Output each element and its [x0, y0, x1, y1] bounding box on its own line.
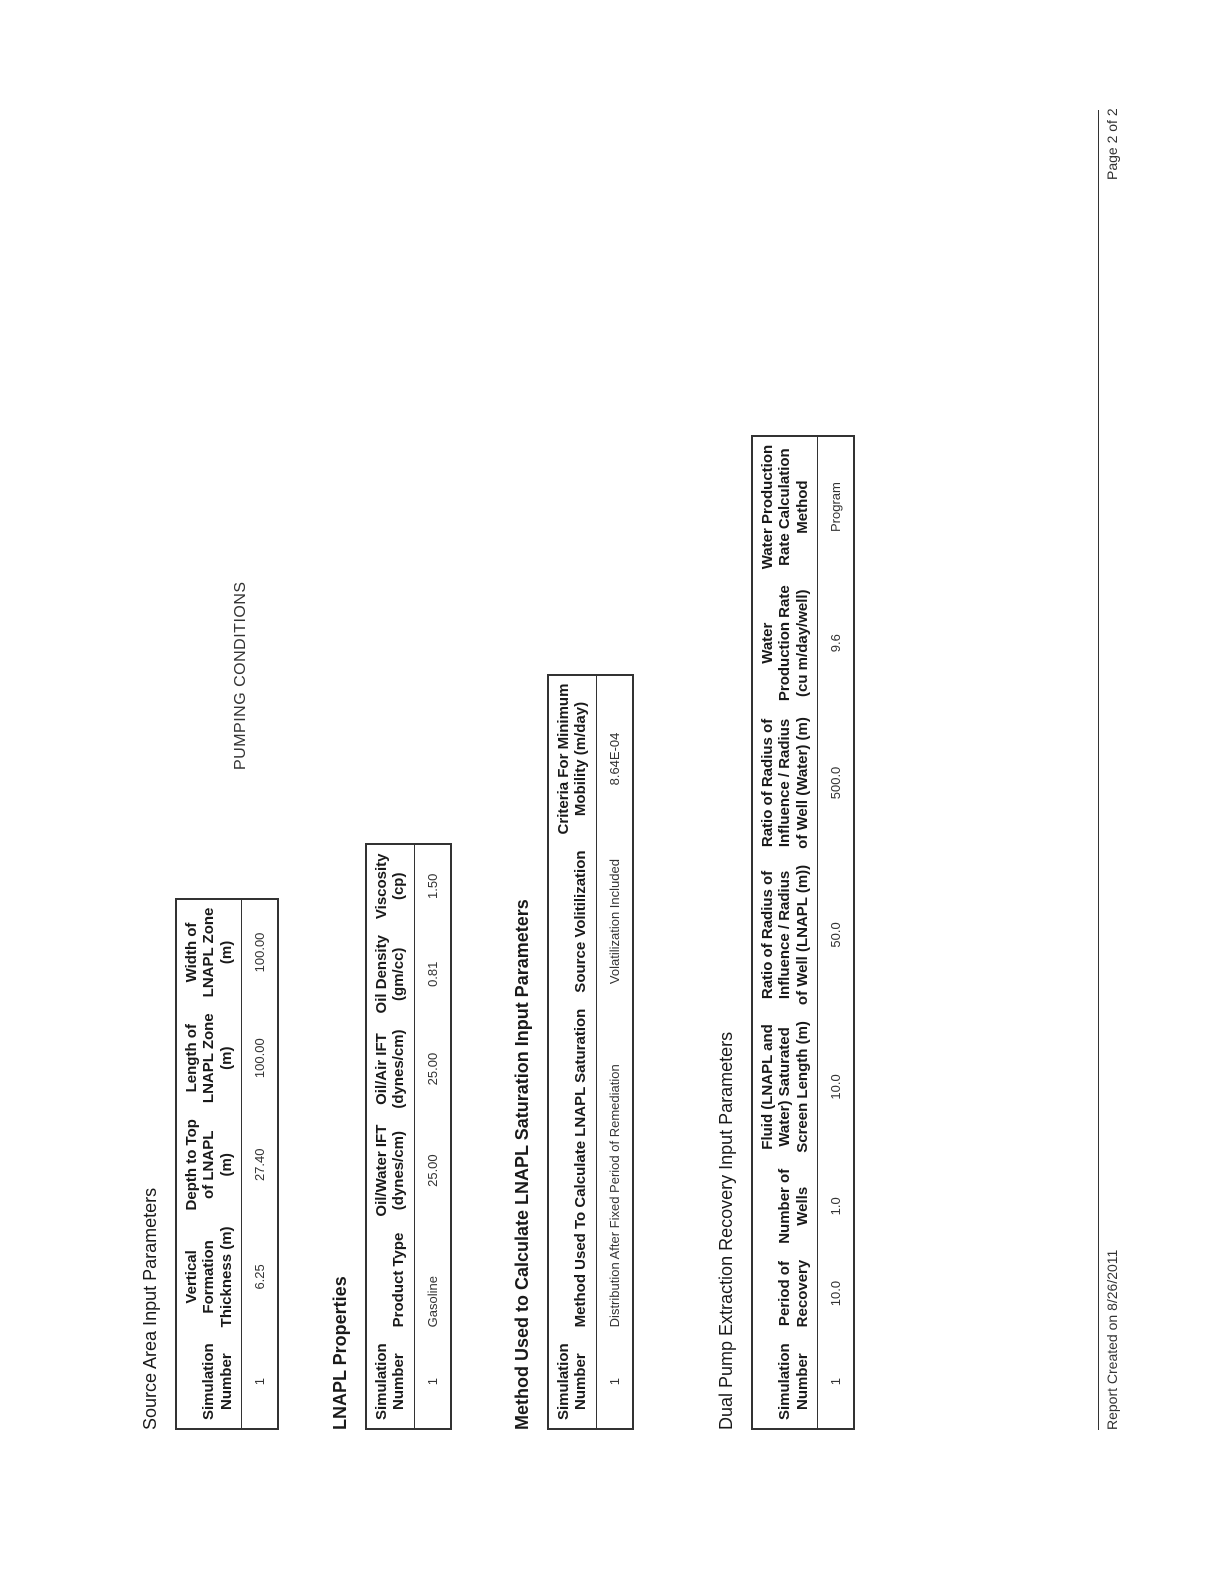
table-cell: 100.00 — [251, 1038, 267, 1079]
section-title: Source Area Input Parameters — [140, 1187, 160, 1430]
pumping-conditions-label: PUMPING CONDITIONS — [232, 581, 249, 770]
column-header: Criteria For Minimum Mobility (m/day) — [548, 675, 596, 843]
dual-pump-section — [716, 435, 855, 1430]
column-header: Oil/Air IFT (dynes/cm) — [366, 1021, 414, 1116]
table-row — [817, 436, 854, 1429]
table-cell: 6.25 — [251, 1264, 267, 1290]
header-row — [752, 436, 817, 1429]
section-title: Dual Pump Extraction Recovery Input Parameters — [716, 1031, 736, 1430]
table-cell: 1 — [424, 1378, 440, 1386]
table-cell: 9.6 — [827, 634, 843, 653]
saturation-method-section — [512, 674, 634, 1430]
column-header: Length of LNAPL Zone (m) — [176, 1005, 241, 1111]
table-row — [241, 899, 278, 1429]
table-cell: 10.0 — [827, 1074, 843, 1100]
column-header: Width of LNAPL Zone (m) — [176, 899, 241, 1006]
header-row — [176, 899, 241, 1429]
table-cell: 50.0 — [827, 922, 843, 948]
column-header: Oil Density (gm/cc) — [366, 927, 414, 1021]
table-cell: 1 — [606, 1378, 622, 1386]
source-area-section — [140, 898, 279, 1430]
column-header: Period of Recovery — [752, 1252, 817, 1336]
column-header: Ratio of Radius of Influence / Radius of Well (LNAPL (m)) — [752, 857, 817, 1013]
dual-pump-table — [751, 435, 855, 1430]
column-header: Viscosity (cp) — [366, 844, 414, 927]
column-header: Simulation Number — [752, 1335, 817, 1429]
column-header: Simulation Number — [548, 1335, 596, 1429]
lnapl-properties-section — [330, 843, 452, 1430]
table-cell: Gasoline — [424, 1276, 440, 1328]
table-cell: 27.40 — [251, 1148, 267, 1182]
column-header: Vertical Formation Thickness (m) — [176, 1218, 241, 1335]
table-cell: 1.50 — [424, 873, 440, 899]
table-cell: 25.00 — [424, 1052, 440, 1086]
section-title: LNAPL Properties — [330, 1276, 350, 1430]
table-cell: 8.64E-04 — [606, 732, 622, 786]
column-header: Fluid (LNAPL and Water) Saturated Screen Length (m) — [752, 1013, 817, 1161]
column-header: Method Used To Calculate LNAPL Saturation — [548, 1001, 596, 1336]
column-header: Simulation Number — [366, 1335, 414, 1429]
column-header: Oil/Water IFT (dynes/cm) — [366, 1117, 414, 1225]
header-row — [548, 675, 596, 1429]
column-header: Water Production Rate (cu m/day/well) — [752, 577, 817, 709]
table-cell: 1.0 — [827, 1197, 843, 1216]
table-row — [414, 844, 451, 1429]
table-cell: Volatilization Included — [606, 859, 622, 985]
page-number: Page 2 of 2 — [1104, 108, 1120, 180]
footer-rule — [1098, 110, 1099, 1430]
source-area-table — [175, 898, 279, 1430]
header-row — [366, 844, 414, 1429]
table-cell: 1 — [827, 1378, 843, 1386]
table-cell: 1 — [251, 1378, 267, 1386]
table-cell: 100.00 — [251, 932, 267, 973]
table-row — [596, 675, 633, 1429]
column-header: Product Type — [366, 1225, 414, 1336]
saturation-method-table — [547, 674, 634, 1430]
column-header: Simulation Number — [176, 1335, 241, 1429]
section-title: Method Used to Calculate LNAPL Saturation Input Parameters — [512, 899, 532, 1430]
table-cell: 500.0 — [827, 766, 843, 800]
column-header: Source Volitilization — [548, 842, 596, 1000]
table-cell: 0.81 — [424, 961, 440, 987]
table-cell: 10.0 — [827, 1280, 843, 1307]
column-header: Water Production Rate Calculation Method — [752, 436, 817, 577]
column-header: Number of Wells — [752, 1161, 817, 1252]
lnapl-properties-table — [365, 843, 452, 1430]
table-cell: 25.00 — [424, 1154, 440, 1187]
column-header: Ratio of Radius of Influence / Radius of Well (Water) (m) — [752, 709, 817, 857]
table-cell: Program — [827, 482, 843, 532]
column-header: Depth to Top of LNAPL (m) — [176, 1111, 241, 1218]
report-created-date: Report Created on 8/26/2011 — [1104, 1249, 1120, 1430]
table-cell: Distribution After Fixed Period of Remediation — [606, 1064, 622, 1328]
